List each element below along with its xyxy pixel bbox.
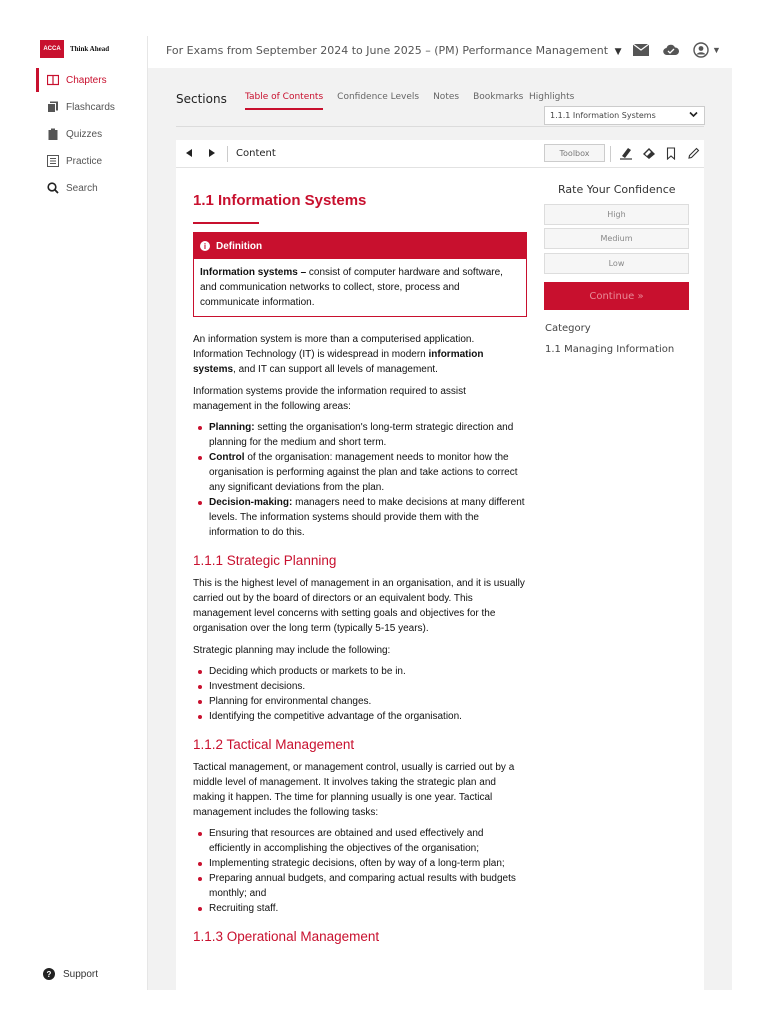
intro-text: , and IT can support all levels of management. <box>233 364 438 375</box>
definition-text: consist of computer hardware and software, and communication networks to collect, store, process and communicate information. <box>200 267 503 308</box>
logo-tagline: Think Ahead <box>70 45 110 53</box>
exam-title: For Exams from September 2024 to June 2025 – (PM) Performance Management <box>166 44 609 57</box>
list-icon <box>47 155 59 167</box>
list-item-term: Decision-making: <box>209 497 293 508</box>
list-item <box>193 420 527 450</box>
section-heading: 1.1.3 Operational Management <box>193 929 380 944</box>
list-item: Investment decisions. <box>193 679 527 694</box>
toolbox-button[interactable]: Toolbox <box>544 144 605 162</box>
acca-logo[interactable] <box>40 40 109 58</box>
book-icon <box>47 74 59 86</box>
eraser-icon[interactable] <box>642 146 656 160</box>
help-icon: ? <box>43 968 55 980</box>
intro-bold: information systems <box>193 349 484 375</box>
content-toolbar <box>176 140 704 168</box>
info-icon: i <box>200 241 210 251</box>
category-label: Category <box>545 323 591 334</box>
nav-item-flashcards[interactable] <box>36 95 148 119</box>
confidence-medium-button[interactable]: Medium <box>544 228 689 249</box>
previous-arrow-icon[interactable] <box>184 148 194 158</box>
nav-label: Chapters <box>66 74 107 86</box>
caret-down-icon: ▼ <box>712 45 721 55</box>
nav-item-quizzes[interactable] <box>36 122 148 146</box>
areas-list <box>193 420 527 540</box>
content-area <box>176 168 704 990</box>
list-item-text: managers need to make decisions at many different levels. The information systems should provide them with the information to do this. <box>209 497 525 538</box>
list-item-text: of the organisation: management needs to monitor how the organisation is performing against the plan and take actions to correct any significant deviations from the plan. <box>209 452 518 493</box>
list-item: Identifying the competitive advantage of the organisation. <box>193 709 527 724</box>
cloud-check-icon[interactable] <box>662 42 680 58</box>
divider <box>176 126 704 127</box>
intro-text: An information system is more than a computerised application. Information Technology (IT) is widespread in modern <box>193 334 475 360</box>
nav-label: Practice <box>66 155 103 167</box>
section-select-value: 1.1.1 Information Systems <box>550 111 656 120</box>
mail-icon[interactable] <box>632 42 650 58</box>
list-item: Planning for environmental changes. <box>193 694 527 709</box>
title-underline <box>193 222 259 224</box>
separator <box>227 146 228 162</box>
tab-confidence-levels[interactable]: Confidence Levels <box>337 92 420 102</box>
sections-label: Sections <box>176 92 227 106</box>
exam-selector[interactable] <box>166 44 621 57</box>
definition-box <box>193 232 527 317</box>
nav-item-search[interactable] <box>36 176 148 200</box>
list-item: Recruiting staff. <box>193 901 527 916</box>
clipboard-icon <box>47 128 59 140</box>
list-item-term: Control <box>209 452 245 463</box>
list-item-term: Planning: <box>209 422 255 433</box>
logo-mark: ACCA <box>40 40 64 58</box>
section-tabs <box>245 92 523 110</box>
continue-button[interactable]: Continue » <box>544 282 689 310</box>
intro-paragraph-2: Information systems provide the information required to assist management in the following areas: <box>193 386 466 412</box>
nav-item-practice[interactable] <box>36 149 148 173</box>
nav-item-chapters[interactable] <box>36 68 148 92</box>
support-label: Support <box>63 968 99 980</box>
list-item <box>193 450 527 495</box>
section-heading: 1.1.2 Tactical Management <box>193 737 355 752</box>
list-item-text: setting the organisation's long-term strategic direction and planning for the medium and short term. <box>209 422 514 448</box>
flashcards-icon <box>47 101 59 113</box>
nav-label: Search <box>66 182 98 194</box>
support-link[interactable] <box>43 968 98 980</box>
section-select[interactable] <box>544 106 705 125</box>
strategic-list <box>193 664 527 724</box>
pencil-icon[interactable] <box>686 146 700 160</box>
highlighter-icon[interactable] <box>619 146 633 160</box>
search-icon <box>47 182 59 194</box>
chevron-down-icon <box>689 111 698 120</box>
intro-paragraph <box>193 332 527 377</box>
article <box>193 192 527 946</box>
caret-down-icon: ▼ <box>614 47 622 57</box>
list-item: Implementing strategic decisions, often by way of a long-term plan; <box>193 856 527 871</box>
article-title: 1.1 Information Systems <box>193 192 367 209</box>
section-heading: 1.1.1 Strategic Planning <box>193 553 337 568</box>
paragraph: Tactical management, or management control, usually is carried out by a middle level of management. It involves taking the strategic plan and making it happen. The time for planning usually is one year. Tactical management includes the following tasks: <box>193 762 515 818</box>
bookmark-icon[interactable] <box>664 146 678 160</box>
next-arrow-icon[interactable] <box>207 148 217 158</box>
definition-term: Information systems – <box>200 267 307 278</box>
top-bar <box>148 36 732 68</box>
tactical-list <box>193 826 527 916</box>
category-value: 1.1 Managing Information <box>545 344 675 355</box>
tab-notes[interactable]: Notes <box>433 92 460 102</box>
confidence-low-button[interactable]: Low <box>544 253 689 274</box>
main-panel <box>148 68 732 990</box>
paragraph: Strategic planning may include the following: <box>193 645 391 656</box>
list-item: Deciding which products or markets to be in. <box>193 664 527 679</box>
list-item: Ensuring that resources are obtained and used effectively and efficiently in accomplishing the objectives of the organisation; <box>193 826 527 856</box>
nav-label: Quizzes <box>66 128 103 140</box>
user-icon[interactable] <box>692 42 722 58</box>
definition-heading: Definition <box>216 240 263 252</box>
rate-confidence-title: Rate Your Confidence <box>558 183 676 196</box>
nav-label: Flashcards <box>66 101 115 113</box>
content-label: Content <box>236 148 276 159</box>
paragraph: This is the highest level of management in an organisation, and it is usually carried out by the board of directors or an equivalent body. This management level concerns with setting goals and objectives for the organisation over the long term (typically 5-15 years). <box>193 578 525 634</box>
tab-highlights[interactable]: Highlights <box>529 92 575 102</box>
left-nav <box>36 36 148 990</box>
tab-table-of-contents[interactable]: Table of Contents <box>245 92 323 110</box>
list-item: Preparing annual budgets, and comparing actual results with budgets monthly; and <box>193 871 527 901</box>
tab-bookmarks[interactable]: Bookmarks <box>473 92 524 102</box>
separator <box>610 146 611 162</box>
definition-header <box>194 233 526 259</box>
definition-body <box>194 259 526 316</box>
confidence-high-button[interactable]: High <box>544 204 689 225</box>
list-item <box>193 495 527 540</box>
